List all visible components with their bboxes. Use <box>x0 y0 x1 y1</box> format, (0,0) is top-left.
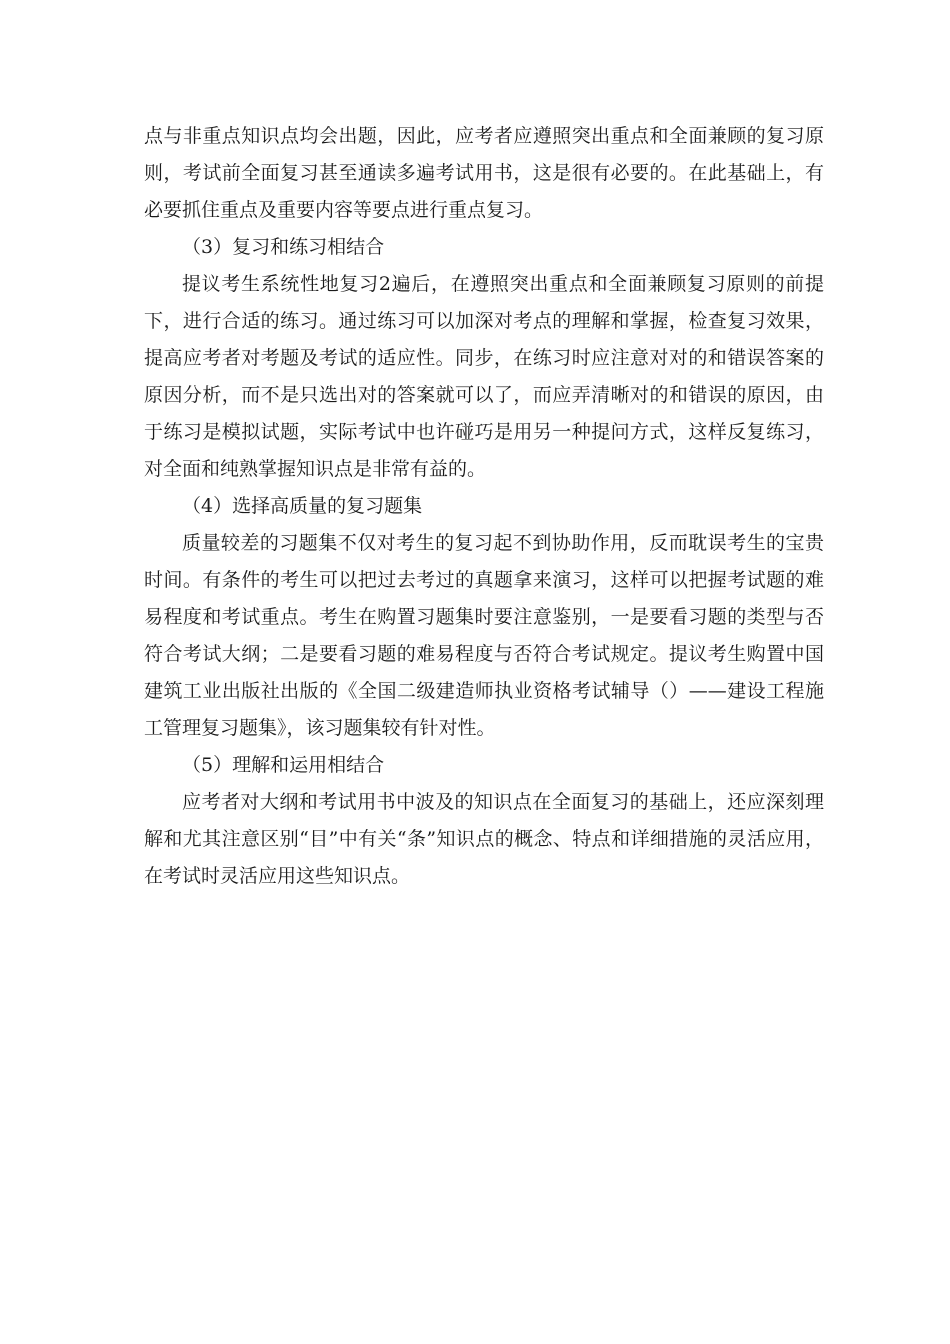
paragraph-review-practice: 提议考生系统性地复习2遍后，在遵照突出重点和全面兼顾复习原则的前提下，进行合适的练习。通过练习可以加深对考点的理解和掌握，检查复习效果，提高应考者对考题及考试的适应性。同步，在练习时应注意对对的和错误答案的原因分析，而不是只选出对的答案就可以了，而应弄清晰对的和错误的原因，由于练习是模拟试题，实际考试中也许碰巧是用另一种提问方式，这样反复练习，对全面和纯熟掌握知识点是非常有益的。 <box>144 273 824 480</box>
paragraph-question-sets: 质量较差的习题集不仅对考生的复习起不到协助作用，反而耽误考生的宝贵时间。有条件的考生可以把过去考过的真题拿来演习，这样可以把握考试题的难易程度和考试重点。考生在购置习题集时要注意鉴别，一是要看习题的类型与否符合考试大纲；二是要看习题的难易程度与否符合考试规定。提议考生购置中国建筑工业出版社出版的《全国二级建造师执业资格考试辅导（）——建设工程施工管理复习题集》，该习题集较有针对性。 <box>144 532 824 739</box>
section-heading-4: （4）选择高质量的复习题集 <box>182 495 423 517</box>
section-heading-3: （3）复习和练习相结合 <box>182 236 385 258</box>
section-heading-5: （5）理解和运用相结合 <box>182 754 385 776</box>
paragraph-continuation: 点与非重点知识点均会出题，因此，应考者应遵照突出重点和全面兼顾的复习原则，考试前全面复习甚至通读多遍考试用书，这是很有必要的。在此基础上，有必要抓住重点及重要内容等要点进行重点复习。 <box>144 125 824 221</box>
paragraph-understanding-application: 应考者对大纲和考试用书中波及的知识点在全面复习的基础上，还应深刻理解和尤其注意区别“目”中有关“条”知识点的概念、特点和详细措施的灵活应用，在考试时灵活应用这些知识点。 <box>144 791 824 887</box>
document-body <box>144 118 824 895</box>
